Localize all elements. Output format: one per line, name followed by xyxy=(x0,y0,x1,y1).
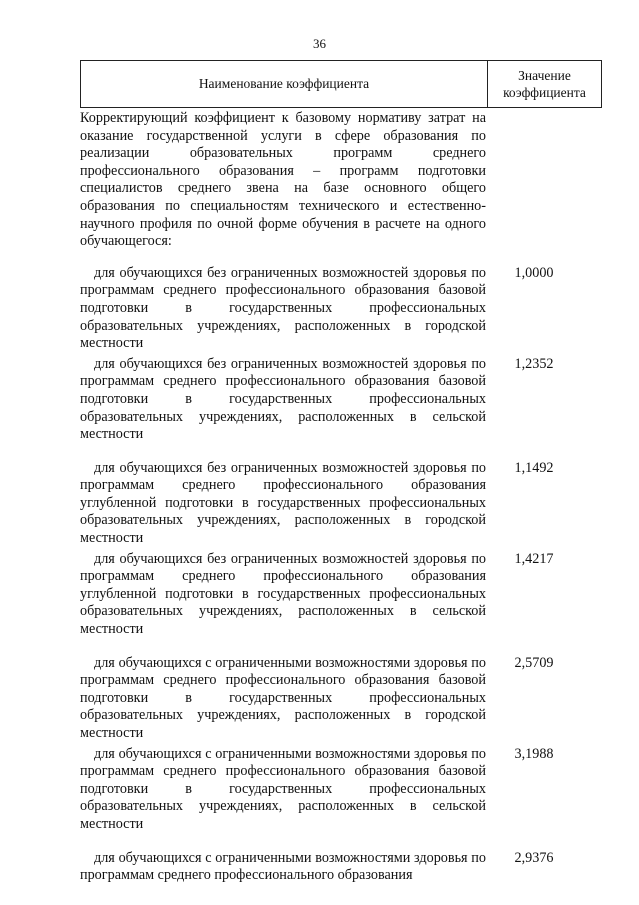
page-number: 36 xyxy=(313,36,326,51)
coefficient-table xyxy=(80,60,602,885)
table-header xyxy=(80,60,602,108)
row-description: для обучающихся без ограниченных возможностей здоровья по программам среднего профессионального образования базовой подготовки в государственных профессиональных образовательных учреждениях, расположенных в городской местности xyxy=(80,264,486,352)
table-row xyxy=(80,655,602,743)
header-value-line2: коэффициента xyxy=(503,85,586,100)
table-row xyxy=(80,850,602,885)
row-value: 1,2352 xyxy=(514,355,554,372)
row-value: 2,5709 xyxy=(514,654,554,671)
row-description: для обучающихся с ограниченными возможностями здоровья по программам среднего профессионального образования xyxy=(80,849,486,884)
table-row xyxy=(80,551,602,639)
header-value-column xyxy=(488,61,601,107)
row-description: для обучающихся без ограниченных возможностей здоровья по программам среднего профессионального образования углубленной подготовки в государственных профессиональных образовательных учреждениях, расположенных в городской местности xyxy=(80,459,486,547)
intro-text: Корректирующий коэффициент к базовому нормативу затрат на оказание государственной услуги в сфере образования по реализации образовательных программ среднего профессионального образования – программ подготовки специалистов среднего звена на базе основного общего образования по специальностям технического и естественно-научного профиля по очной форме обучения в расчете на одного обучающегося: xyxy=(80,110,486,250)
row-description: для обучающихся с ограниченными возможностями здоровья по программам среднего профессионального образования базовой подготовки в государственных профессиональных образовательных учреждениях, расположенных в сельской местности xyxy=(80,745,486,832)
table-row xyxy=(80,356,602,444)
row-description: для обучающихся с ограниченными возможностями здоровья по программам среднего профессионального образования базовой подготовки в государственных профессиональных образовательных учреждениях, расположенных в городской местности xyxy=(80,654,486,741)
row-value: 1,4217 xyxy=(514,550,554,567)
row-value: 1,0000 xyxy=(514,264,554,281)
header-name-column: Наименование коэффициента xyxy=(81,61,488,107)
table-row xyxy=(80,265,602,353)
table-row xyxy=(80,746,602,834)
row-value: 2,9376 xyxy=(514,849,554,866)
row-description: для обучающихся без ограниченных возможностей здоровья по программам среднего профессионального образования базовой подготовки в государственных профессиональных образовательных учреждениях, расположенных в сельской местности xyxy=(80,355,486,443)
row-value: 1,1492 xyxy=(514,459,554,476)
intro-row xyxy=(80,110,602,251)
header-value-line1: Значение xyxy=(518,68,571,83)
row-description: для обучающихся без ограниченных возможностей здоровья по программам среднего профессионального образования углубленной подготовки в государственных профессиональных образовательных учреждениях, расположенных в сельской местности xyxy=(80,550,486,638)
row-value: 3,1988 xyxy=(514,745,554,762)
table-row xyxy=(80,460,602,548)
